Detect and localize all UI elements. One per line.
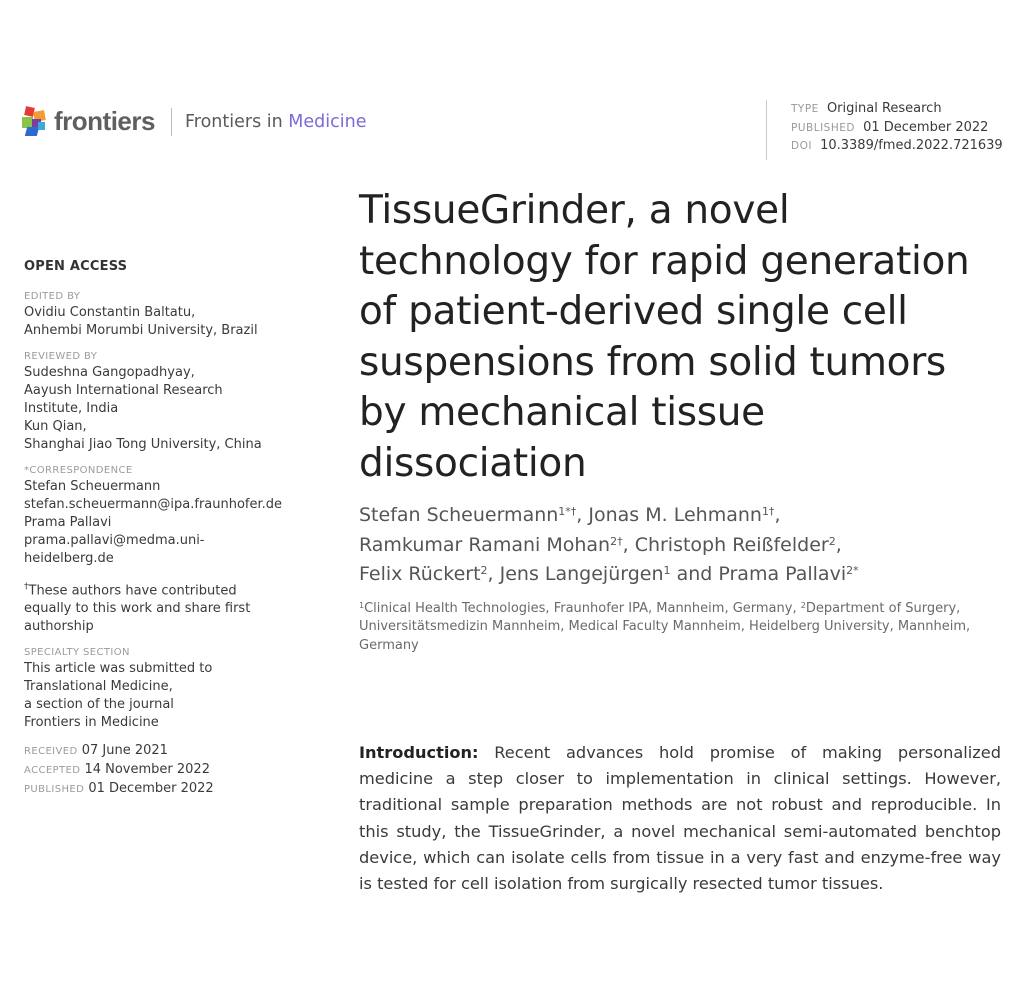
author-name[interactable]: Jens Langejürgen	[499, 563, 664, 585]
affiliation-sup: 2	[800, 600, 806, 610]
author-separator: ,	[622, 533, 635, 556]
correspondence-email-link[interactable]: prama.pallavi@medma.uni-	[24, 533, 205, 548]
accepted-label: ACCEPTED	[24, 765, 81, 777]
abstract-heading: Introduction:	[359, 743, 479, 762]
article-title	[359, 186, 1001, 489]
affiliation-sup: 1	[359, 600, 365, 610]
reviewed-by-line: Sudeshna Gangopadhyay,	[24, 365, 195, 380]
open-access-label: OPEN ACCESS	[24, 259, 128, 274]
reviewed-by-section	[24, 350, 314, 454]
author-name[interactable]: Stefan Scheuermann	[359, 504, 559, 526]
article-header	[0, 0, 1024, 170]
author-name[interactable]: Ramkumar Ramani Mohan	[359, 533, 611, 556]
journal-name[interactable]	[185, 112, 366, 132]
author-line	[359, 531, 1001, 561]
accepted-date	[24, 761, 314, 780]
author-sup: 1*†	[558, 505, 577, 518]
equal-contribution-line: equally to this work and share first	[24, 601, 251, 617]
meta-doi-value[interactable]: 10.3389/fmed.2022.721639	[820, 138, 1003, 153]
author-separator: ,	[576, 504, 589, 526]
article-main	[359, 186, 1001, 655]
specialty-line: This article was submitted to	[24, 661, 213, 677]
journal-prefix: Frontiers in	[185, 112, 289, 132]
author-sup: 2	[828, 534, 836, 548]
author-line	[359, 501, 1001, 531]
meta-doi	[791, 137, 1003, 156]
author-name[interactable]: Prama Pallavi	[718, 563, 847, 585]
meta-type	[791, 100, 1003, 119]
specialty-line: Translational Medicine,	[24, 679, 173, 695]
specialty-line: Frontiers in Medicine	[24, 715, 159, 731]
dates-section	[24, 742, 314, 799]
edited-by-line: Ovidiu Constantin Baltatu,	[24, 305, 196, 320]
equal-contribution-note	[24, 578, 314, 636]
title-line: of patient-derived single cell	[359, 289, 908, 334]
correspondence-label: *CORRESPONDENCE	[24, 465, 133, 476]
meta-doi-label: DOI	[791, 140, 812, 152]
reviewed-by-label: REVIEWED BY	[24, 351, 98, 362]
meta-published	[791, 119, 1003, 138]
equal-contribution-line	[24, 578, 314, 600]
logo-wordmark: frontiers	[54, 106, 155, 136]
author-sup: 2	[480, 564, 488, 577]
equal-contribution-text: These authors have contributed	[28, 583, 237, 599]
author-name[interactable]: Felix Rückert	[359, 563, 481, 585]
abstract-text: Recent advances hold promise of making personalized medicine a step closer to implementation in clinical settings. However, traditional sample preparation methods are not robust and reproducible. In this study, the TissueGrinder, a novel mechanical semi-automated benchtop device, which can isolate cells from tissue in a very fast and enzyme-free way is tested for cell isolation from surgically resected tumor tissues.	[359, 743, 1001, 894]
meta-type-value: Original Research	[826, 101, 942, 116]
author-name[interactable]: Christoph Reißfelder	[634, 533, 829, 556]
frontiers-logo[interactable]	[22, 106, 155, 137]
specialty-line: a section of the journal	[24, 697, 174, 713]
edited-by-section	[24, 290, 314, 340]
received-date	[24, 742, 314, 761]
affiliations	[359, 600, 1001, 656]
author-sup: 2†	[610, 534, 623, 548]
author-list	[359, 501, 1001, 590]
reviewed-by-line: Kun Qian,	[24, 419, 87, 434]
accepted-value: 14 November 2022	[84, 762, 210, 778]
author-sup: 2*	[846, 564, 859, 577]
published-date	[24, 780, 314, 799]
author-sup: 1	[663, 564, 671, 577]
received-value: 07 June 2021	[81, 743, 168, 759]
author-separator: and	[670, 563, 719, 585]
article-meta	[766, 100, 1003, 160]
correspondence-email-link[interactable]: heidelberg.de	[24, 551, 114, 566]
specialty-label: SPECIALTY SECTION	[24, 647, 130, 659]
author-line	[359, 560, 1001, 590]
reviewed-by-line: Shanghai Jiao Tong University, China	[24, 437, 262, 452]
header-divider	[171, 108, 172, 136]
author-name[interactable]: Jonas M. Lehmann	[588, 504, 762, 526]
affiliation-text: Clinical Health Technologies, Fraunhofer IPA, Mannheim, Germany,	[364, 600, 801, 616]
sidebar	[24, 259, 314, 809]
journal-accent: Medicine	[288, 112, 367, 132]
correspondence-name: Stefan Scheuermann	[24, 479, 161, 494]
title-line: technology for rapid generation	[359, 238, 970, 284]
correspondence-name: Prama Pallavi	[24, 515, 112, 530]
equal-contribution-line: authorship	[24, 619, 94, 635]
affiliation-text: Department of Surgery, Universitätsmedizin Mannheim, Medical Faculty Mannheim, Heidelberg University, Mannheim, Germany	[359, 600, 971, 653]
author-sup: 1†	[761, 505, 775, 518]
dagger-mark: †	[24, 582, 29, 592]
reviewed-by-line: Aayush International Research	[24, 383, 223, 398]
meta-published-label: PUBLISHED	[791, 121, 855, 134]
published-label: PUBLISHED	[24, 784, 85, 796]
title-line: by mechanical tissue	[359, 390, 765, 435]
published-value: 01 December 2022	[88, 781, 214, 797]
correspondence-email-link[interactable]: stefan.scheuermann@ipa.fraunhofer.de	[24, 497, 283, 512]
meta-published-value: 01 December 2022	[863, 119, 989, 135]
reviewed-by-line: Institute, India	[24, 401, 119, 416]
abstract	[359, 740, 1001, 897]
specialty-section	[24, 646, 314, 732]
edited-by-line: Anhembi Morumbi University, Brazil	[24, 323, 258, 338]
author-separator: ,	[774, 504, 781, 526]
author-separator: ,	[487, 563, 500, 585]
edited-by-label: EDITED BY	[24, 291, 81, 302]
correspondence-section	[24, 464, 314, 568]
frontiers-logo-icon	[22, 107, 48, 137]
author-separator: ,	[835, 533, 842, 556]
received-label: RECEIVED	[24, 746, 78, 758]
meta-type-label: TYPE	[791, 103, 819, 115]
title-line: TissueGrinder, a novel	[359, 188, 790, 233]
title-line: dissociation	[359, 440, 587, 486]
title-line: suspensions from solid tumors	[359, 339, 946, 385]
